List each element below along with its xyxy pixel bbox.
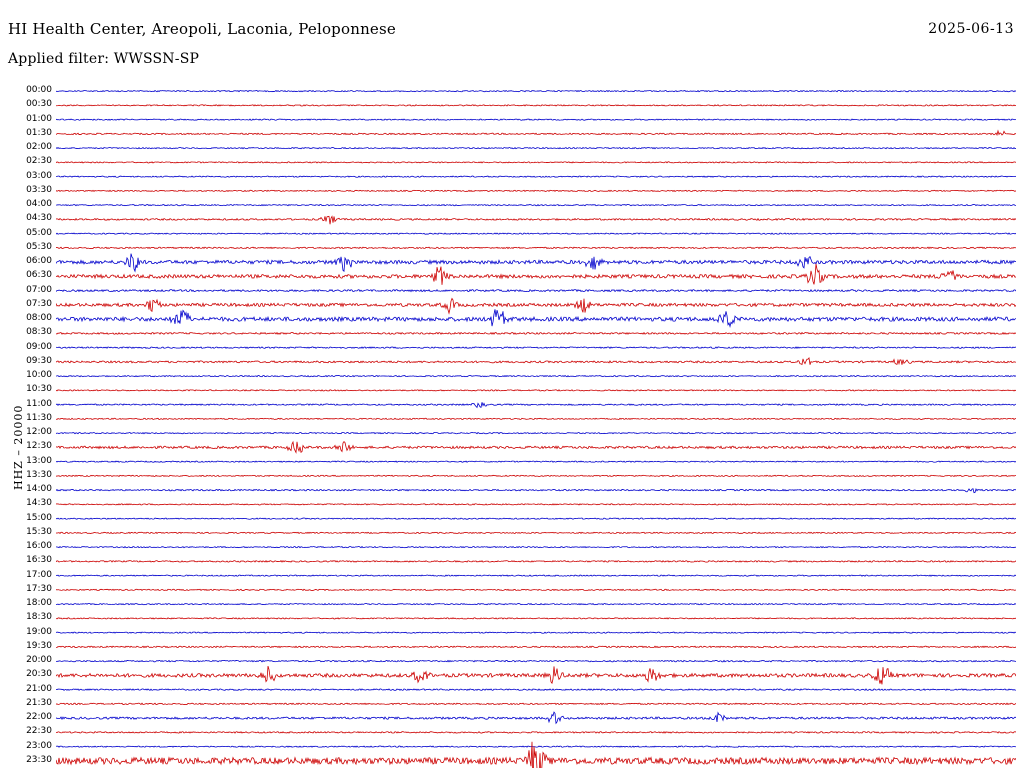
trace-line	[56, 233, 1016, 234]
trace-line	[56, 290, 1016, 292]
time-tick-label: 23:00	[26, 740, 52, 751]
time-tick-label: 14:00	[26, 484, 52, 495]
trace-line	[56, 333, 1016, 335]
trace-line	[56, 309, 1016, 326]
trace-line	[56, 518, 1016, 519]
time-tick-label: 19:30	[26, 640, 52, 651]
time-tick-label: 02:30	[26, 156, 52, 167]
time-tick-label: 08:30	[26, 327, 52, 338]
y-axis-label-text: HHZ – 20000	[12, 404, 25, 490]
trace-line	[56, 148, 1016, 149]
time-tick-label: 00:00	[26, 85, 52, 96]
applied-filter-label: Applied filter: WWSSN-SP	[8, 51, 200, 67]
trace-line	[56, 660, 1016, 661]
trace-line	[56, 376, 1016, 377]
trace-line	[56, 732, 1016, 733]
time-tick-label: 21:00	[26, 683, 52, 694]
trace-line	[56, 216, 1016, 224]
time-tick-label: 01:00	[26, 113, 52, 124]
trace-line	[56, 119, 1016, 120]
time-tick-label: 21:30	[26, 697, 52, 708]
trace-line	[56, 176, 1016, 177]
time-tick-label: 07:30	[26, 298, 52, 309]
time-tick-label: 11:30	[26, 412, 52, 423]
trace-line	[56, 390, 1016, 391]
time-tick-label: 00:30	[26, 99, 52, 110]
time-tick-label: 12:30	[26, 441, 52, 452]
time-tick-label: 15:00	[26, 512, 52, 523]
trace-line	[56, 475, 1016, 476]
time-axis-labels	[0, 84, 54, 768]
time-tick-label: 17:00	[26, 569, 52, 580]
trace-line	[56, 358, 1016, 365]
trace-line	[56, 298, 1016, 313]
time-tick-label: 07:00	[26, 284, 52, 295]
time-tick-label: 04:00	[26, 199, 52, 210]
trace-line	[56, 589, 1016, 590]
time-tick-label: 16:00	[26, 541, 52, 552]
time-tick-label: 03:00	[26, 170, 52, 181]
time-tick-label: 09:30	[26, 355, 52, 366]
time-tick-label: 06:00	[26, 256, 52, 267]
time-tick-label: 22:00	[26, 712, 52, 723]
trace-line	[56, 190, 1016, 191]
trace-line	[56, 746, 1016, 747]
trace-line	[56, 712, 1016, 723]
trace-line	[56, 547, 1016, 548]
time-tick-label: 11:00	[26, 398, 52, 409]
time-tick-label: 18:30	[26, 612, 52, 623]
trace-line	[56, 532, 1016, 533]
trace-line	[56, 433, 1016, 434]
time-tick-label: 13:30	[26, 469, 52, 480]
trace-line	[56, 442, 1016, 453]
time-tick-label: 10:00	[26, 370, 52, 381]
time-tick-label: 16:30	[26, 555, 52, 566]
time-tick-label: 10:30	[26, 384, 52, 395]
time-tick-label: 19:00	[26, 626, 52, 637]
time-tick-label: 14:30	[26, 498, 52, 509]
trace-line	[56, 646, 1016, 647]
trace-line	[56, 489, 1016, 493]
trace-line	[56, 131, 1016, 135]
time-tick-label: 23:30	[26, 754, 52, 765]
time-tick-label: 09:00	[26, 341, 52, 352]
time-tick-label: 08:00	[26, 313, 52, 324]
trace-line	[56, 461, 1016, 462]
trace-line	[56, 618, 1016, 619]
trace-line	[56, 575, 1016, 576]
trace-line	[56, 402, 1016, 407]
trace-line	[56, 742, 1016, 768]
trace-line	[56, 703, 1016, 704]
trace-line	[56, 561, 1016, 562]
trace-line	[56, 504, 1016, 505]
trace-line	[56, 418, 1016, 419]
chart-header	[0, 0, 1024, 78]
record-date: 2025-06-13	[928, 21, 1014, 37]
time-tick-label: 12:00	[26, 427, 52, 438]
time-tick-label: 15:30	[26, 526, 52, 537]
trace-line	[56, 254, 1016, 272]
time-tick-label: 20:30	[26, 669, 52, 680]
trace-line	[56, 689, 1016, 690]
page-title: HI Health Center, Areopoli, Laconia, Peloponnese	[8, 20, 396, 38]
trace-line	[56, 347, 1016, 348]
time-tick-label: 22:30	[26, 726, 52, 737]
trace-line	[56, 666, 1016, 684]
time-tick-label: 04:30	[26, 213, 52, 224]
helicorder-plot	[56, 84, 1016, 768]
trace-line	[56, 162, 1016, 163]
trace-line	[56, 91, 1016, 92]
time-tick-label: 02:00	[26, 142, 52, 153]
time-tick-label: 18:00	[26, 598, 52, 609]
trace-line	[56, 105, 1016, 106]
trace-line	[56, 264, 1016, 285]
trace-line	[56, 632, 1016, 633]
time-tick-label: 01:30	[26, 127, 52, 138]
time-tick-label: 06:30	[26, 270, 52, 281]
trace-line	[56, 604, 1016, 605]
time-tick-label: 03:30	[26, 184, 52, 195]
seismogram-traces	[56, 84, 1016, 768]
time-tick-label: 13:00	[26, 455, 52, 466]
time-tick-label: 20:00	[26, 655, 52, 666]
time-tick-label: 17:30	[26, 583, 52, 594]
trace-line	[56, 247, 1016, 248]
time-tick-label: 05:30	[26, 241, 52, 252]
time-tick-label: 05:00	[26, 227, 52, 238]
trace-line	[56, 205, 1016, 206]
